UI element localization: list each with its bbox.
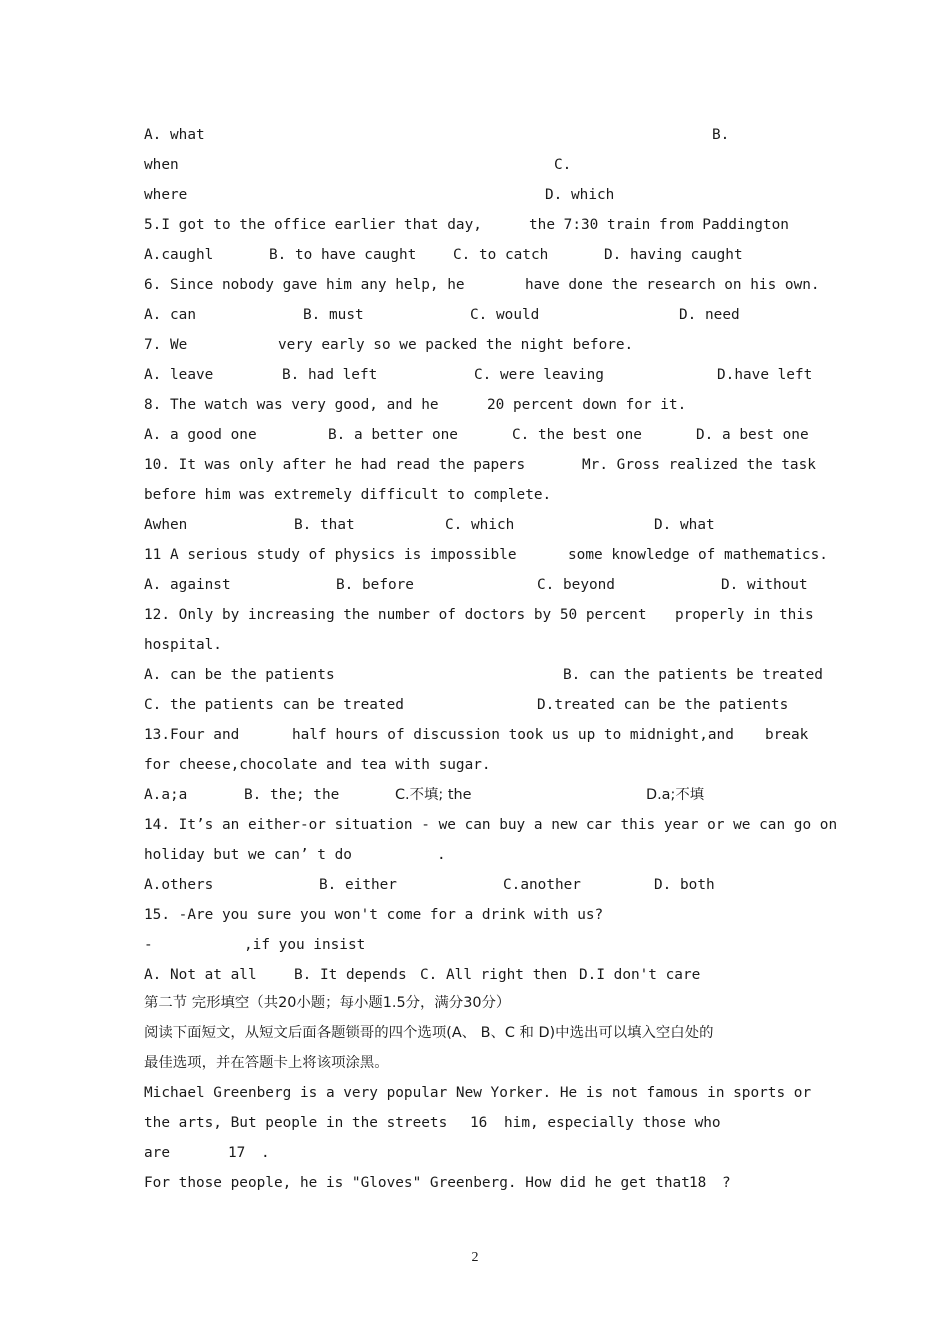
option-b: B. either (319, 877, 397, 893)
option-d: D. having caught (604, 247, 743, 263)
option-c: C.不填; the (395, 787, 472, 803)
question-text: very early so we packed the night before. (278, 337, 634, 353)
question-14-cont (144, 840, 808, 870)
question-text: have done the research on his own. (525, 277, 820, 293)
option-b: B. to have caught (269, 247, 417, 263)
option-b: B. before (336, 577, 414, 593)
option-a: A. can (144, 307, 196, 323)
question-text: Mr. Gross realized the task (582, 457, 816, 473)
option-a: A.caughl (144, 247, 214, 263)
option-d: D. which (545, 187, 615, 203)
option-a: A. what (144, 127, 205, 143)
passage-text: ? (722, 1175, 731, 1191)
option-c: C. would (470, 307, 540, 323)
options-6 (144, 300, 808, 330)
option-text: where (144, 187, 188, 203)
question-text: some knowledge of mathematics. (568, 547, 828, 563)
question-15-cont (144, 930, 808, 960)
option-d: D. need (679, 307, 740, 323)
question-text: 13.Four and (144, 727, 240, 743)
option-d: D. a best one (696, 427, 809, 443)
options-14 (144, 870, 808, 900)
options-8 (144, 420, 808, 450)
option-c: C. the best one (512, 427, 642, 443)
question-text: 11 A serious study of physics is impossible (144, 547, 517, 563)
question-text: 5.I got to the office earlier that day, (144, 217, 482, 233)
passage-line (144, 1078, 812, 1108)
question-13 (144, 720, 808, 750)
question-text: hospital. (144, 637, 222, 653)
question-text: 7. We (144, 337, 188, 353)
option-a: Awhen (144, 517, 188, 533)
instruction-text: 阅读下面短文，从短文后面各题锁哥的四个选项(A、 B、C 和 D)中选出可以填入空白处的 (144, 1025, 714, 1041)
question-12 (144, 600, 814, 630)
question-text: 14. It’s an either-or situation - we can buy a new car this year or we can go on (144, 817, 838, 833)
option-d: D. what (654, 517, 715, 533)
option-b: B. a better one (328, 427, 458, 443)
blank-number: 16 (470, 1115, 488, 1131)
section-heading (144, 988, 808, 1018)
passage-text: . (261, 1145, 270, 1161)
question-text: break (765, 727, 809, 743)
question-text: 8. The watch was very good, and he (144, 397, 439, 413)
instructions (144, 1018, 808, 1048)
option-a: A. can be the patients (144, 667, 335, 683)
question-text: 12. Only by increasing the number of doctors by 50 percent (144, 607, 647, 623)
options-15 (144, 960, 808, 990)
question-text: properly in this (675, 607, 814, 623)
question-13-cont (144, 750, 808, 780)
passage-line (144, 1168, 808, 1198)
question-15 (144, 900, 808, 930)
question-7 (144, 330, 808, 360)
option-a: A.others (144, 877, 214, 893)
question-10-cont (144, 480, 808, 510)
option-c: C. beyond (537, 577, 615, 593)
text-line (144, 120, 808, 150)
question-6 (144, 270, 820, 300)
option-a: A. against (144, 577, 231, 593)
passage-text: the arts, But people in the streets (144, 1115, 448, 1131)
option-d: D.treated can be the patients (537, 697, 789, 713)
question-text: holiday but we can’ t do (144, 847, 352, 863)
question-text: for cheese,chocolate and tea with sugar. (144, 757, 491, 773)
question-text: 6. Since nobody gave him any help, he (144, 277, 465, 293)
instructions (144, 1048, 808, 1078)
option-d: D.a;不填 (646, 787, 705, 803)
option-b: B. the; the (244, 787, 340, 803)
options-5 (144, 240, 808, 270)
options-7 (144, 360, 813, 390)
question-text: the 7:30 train from Paddington (529, 217, 789, 233)
option-d: D. both (654, 877, 715, 893)
option-b: B. must (303, 307, 364, 323)
question-12-cont (144, 630, 808, 660)
passage-text: are (144, 1145, 170, 1161)
option-b: B. that (294, 517, 355, 533)
option-b: B. can the patients be treated (563, 667, 823, 683)
question-text: before him was extremely difficult to complete. (144, 487, 552, 503)
option-d: D. without (721, 577, 808, 593)
option-b: B. (712, 127, 730, 143)
option-a: A. a good one (144, 427, 257, 443)
options-10 (144, 510, 808, 540)
blank-number: 18 (689, 1175, 707, 1191)
option-b: B. It depends (294, 967, 407, 983)
option-text: when (144, 157, 179, 173)
question-text: 10. It was only after he had read the papers (144, 457, 526, 473)
option-c: C. the patients can be treated (144, 697, 404, 713)
option-a: A.a;a (144, 787, 188, 803)
options-12 (144, 660, 823, 690)
page-number: 2 (471, 1250, 479, 1265)
question-8 (144, 390, 808, 420)
question-text: 15. -Are you sure you won't come for a drink with us? (144, 907, 604, 923)
question-5 (144, 210, 808, 240)
section-title: 第二节 完形填空（共20小题；每小题1.5分，满分30分） (144, 995, 511, 1011)
option-c: C. (554, 157, 572, 173)
question-text: half hours of discussion took us up to midnight,and (292, 727, 734, 743)
question-text: . (437, 847, 446, 863)
question-10 (144, 450, 816, 480)
question-14 (144, 810, 838, 840)
option-d: D.I don't care (579, 967, 701, 983)
option-c: C. were leaving (474, 367, 604, 383)
question-text: 20 percent down for it. (487, 397, 687, 413)
option-c: C.another (503, 877, 581, 893)
options-11 (144, 570, 808, 600)
option-c: C. All right then (420, 967, 568, 983)
option-a: A. Not at all (144, 967, 257, 983)
option-c: C. which (445, 517, 515, 533)
passage-line (144, 1108, 808, 1138)
options-12 (144, 690, 808, 720)
question-11 (144, 540, 828, 570)
blank-number: 17 (228, 1145, 246, 1161)
text-line (144, 180, 808, 210)
passage-text: him, especially those who (504, 1115, 721, 1131)
question-text: ,if you insist (244, 937, 366, 953)
passage-line (144, 1138, 808, 1168)
option-c: C. to catch (453, 247, 549, 263)
instruction-text: 最佳选项，并在答题卡上将该项涂黑。 (144, 1055, 389, 1071)
option-b: B. had left (282, 367, 378, 383)
option-d: D.have left (717, 367, 813, 383)
option-a: A. leave (144, 367, 214, 383)
passage-text: Michael Greenberg is a very popular New Yorker. He is not famous in sports or (144, 1085, 812, 1101)
question-text: - (144, 937, 153, 953)
passage-text: For those people, he is "Gloves" Greenberg. How did he get that (144, 1175, 690, 1191)
text-line (144, 150, 808, 180)
options-13 (144, 780, 808, 810)
